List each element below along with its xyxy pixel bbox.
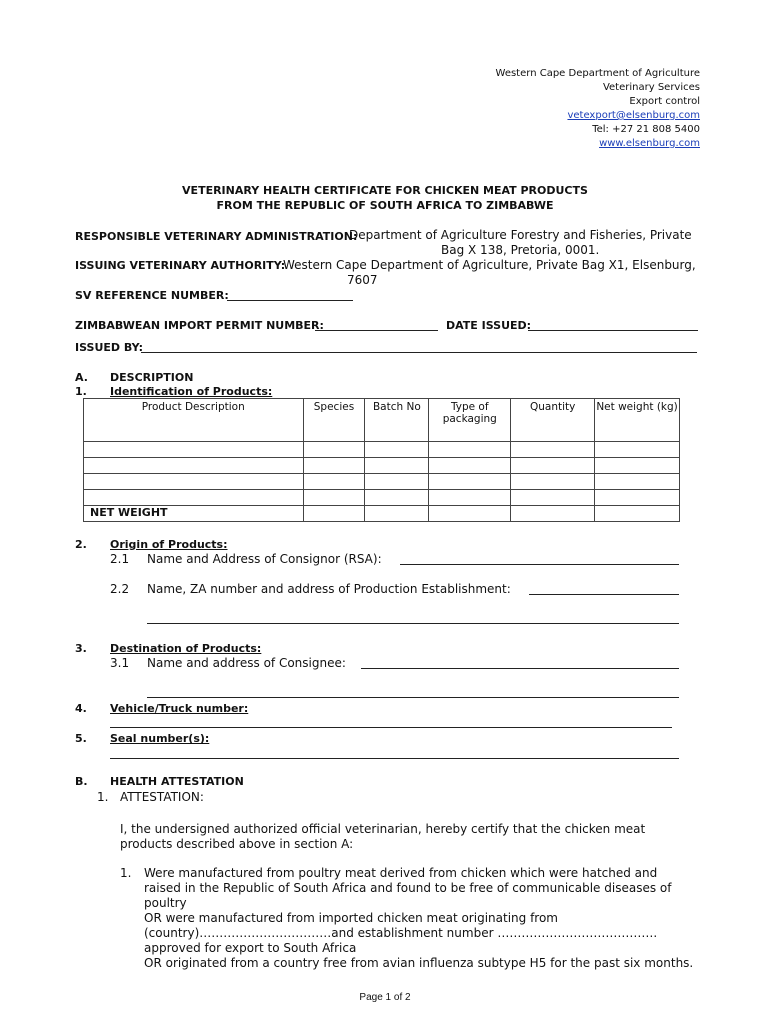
attestation-intro-2: products described above in section A: [120, 837, 354, 851]
item3-title: Destination of Products: [110, 642, 262, 655]
header-dept: Western Cape Department of Agriculture [495, 68, 700, 79]
resp-admin-value-2: Bag X 138, Pretoria, 0001. [441, 243, 600, 257]
date-issued-label: DATE ISSUED: [446, 319, 532, 332]
header-unit: Export control [629, 96, 700, 107]
clause1-line2: raised in the Republic of South Africa and found to be free of communicable diseases of [144, 881, 672, 895]
page-number: Page 1 of 2 [359, 992, 411, 1003]
item3-1-num: 3.1 [110, 656, 130, 670]
establishment-field-2[interactable] [147, 623, 679, 624]
item1-num: 1. [75, 385, 87, 398]
item2-num: 2. [75, 538, 87, 551]
clause1-line3: poultry [144, 896, 187, 910]
issued-by-field[interactable] [141, 352, 697, 353]
item4-num: 4. [75, 702, 87, 715]
date-issued-field[interactable] [528, 330, 698, 331]
products-table [83, 398, 680, 522]
col-packaging: Type of packaging [429, 399, 511, 442]
clause1-line4: OR were manufactured from imported chicken meat originating from [144, 911, 558, 925]
item3-1-label: Name and address of Consignee: [147, 656, 346, 670]
attestation-num: 1. [97, 790, 109, 804]
clause1-line6: approved for export to South Africa [144, 941, 357, 955]
consignee-field-2[interactable] [147, 697, 679, 698]
clause1-line1: Were manufactured from poultry meat derived from chicken which were hatched and [144, 866, 658, 880]
item2-1-label: Name and Address of Consignor (RSA): [147, 552, 382, 566]
item1-title: Identification of Products: [110, 385, 273, 398]
resp-admin-value-1: Department of Agriculture Forestry and Fisheries, Private [349, 228, 692, 242]
consignor-field[interactable] [400, 564, 679, 565]
permit-field[interactable] [315, 330, 438, 331]
item5-title: Seal number(s): [110, 732, 210, 745]
header-tel: Tel: +27 21 808 5400 [592, 124, 700, 135]
clause1-line7: OR originated from a country free from avian influenza subtype H5 for the past six months. [144, 956, 694, 970]
doc-title-line2: FROM THE REPUBLIC OF SOUTH AFRICA TO ZIMBABWE [216, 199, 554, 212]
establishment-field[interactable] [529, 594, 679, 595]
col-net-weight: Net weight (kg) [595, 399, 680, 442]
issuing-auth-label: ISSUING VETERINARY AUTHORITY: [75, 259, 286, 272]
item2-2-num: 2.2 [110, 582, 130, 596]
section-b-title: HEALTH ATTESTATION [110, 775, 244, 788]
item3-num: 3. [75, 642, 87, 655]
col-species: Species [303, 399, 365, 442]
net-weight-row[interactable] [84, 506, 680, 522]
issuing-auth-value-2: 7607 [347, 273, 378, 287]
section-a-title: DESCRIPTION [110, 371, 194, 384]
item2-2-label: Name, ZA number and address of Production Establishment: [147, 582, 511, 596]
seal-field[interactable] [110, 758, 679, 759]
vehicle-field[interactable] [110, 727, 672, 728]
header-email-link[interactable]: vetexport@elsenburg.com [567, 110, 700, 121]
header-service: Veterinary Services [602, 82, 700, 93]
issued-by-label: ISSUED BY: [75, 341, 144, 354]
item5-num: 5. [75, 732, 87, 745]
col-batch-no: Batch No [365, 399, 429, 442]
resp-admin-label: RESPONSIBLE VETERINARY ADMINISTRATION: [75, 230, 358, 243]
products-table-header [84, 399, 680, 442]
section-b-letter: B. [75, 775, 88, 788]
table-row[interactable] [84, 474, 680, 490]
clause1-line5: (country)……………………………and establishment number …………………………………. [144, 926, 658, 940]
consignee-field[interactable] [361, 668, 679, 669]
net-weight-label: NET WEIGHT [84, 506, 304, 522]
table-row[interactable] [84, 458, 680, 474]
table-row[interactable] [84, 442, 680, 458]
col-product-description: Product Description [84, 399, 304, 442]
sv-ref-label: SV REFERENCE NUMBER: [75, 289, 229, 302]
permit-label: ZIMBABWEAN IMPORT PERMIT NUMBER: [75, 319, 324, 332]
clause1-num: 1. [120, 866, 132, 880]
table-row[interactable] [84, 490, 680, 506]
col-quantity: Quantity [511, 399, 595, 442]
header-website-link[interactable]: www.elsenburg.com [599, 138, 700, 149]
doc-title-line1: VETERINARY HEALTH CERTIFICATE FOR CHICKEN MEAT PRODUCTS [182, 184, 588, 197]
item2-1-num: 2.1 [110, 552, 130, 566]
item2-title: Origin of Products: [110, 538, 228, 551]
item4-title: Vehicle/Truck number: [110, 702, 249, 715]
sv-ref-field[interactable] [227, 300, 353, 301]
section-a-letter: A. [75, 371, 88, 384]
attestation-title: ATTESTATION: [120, 790, 204, 804]
attestation-intro-1: I, the undersigned authorized official veterinarian, hereby certify that the chicken meat [120, 822, 646, 836]
issuing-auth-value-1: Western Cape Department of Agriculture, Private Bag X1, Elsenburg, [283, 258, 696, 272]
